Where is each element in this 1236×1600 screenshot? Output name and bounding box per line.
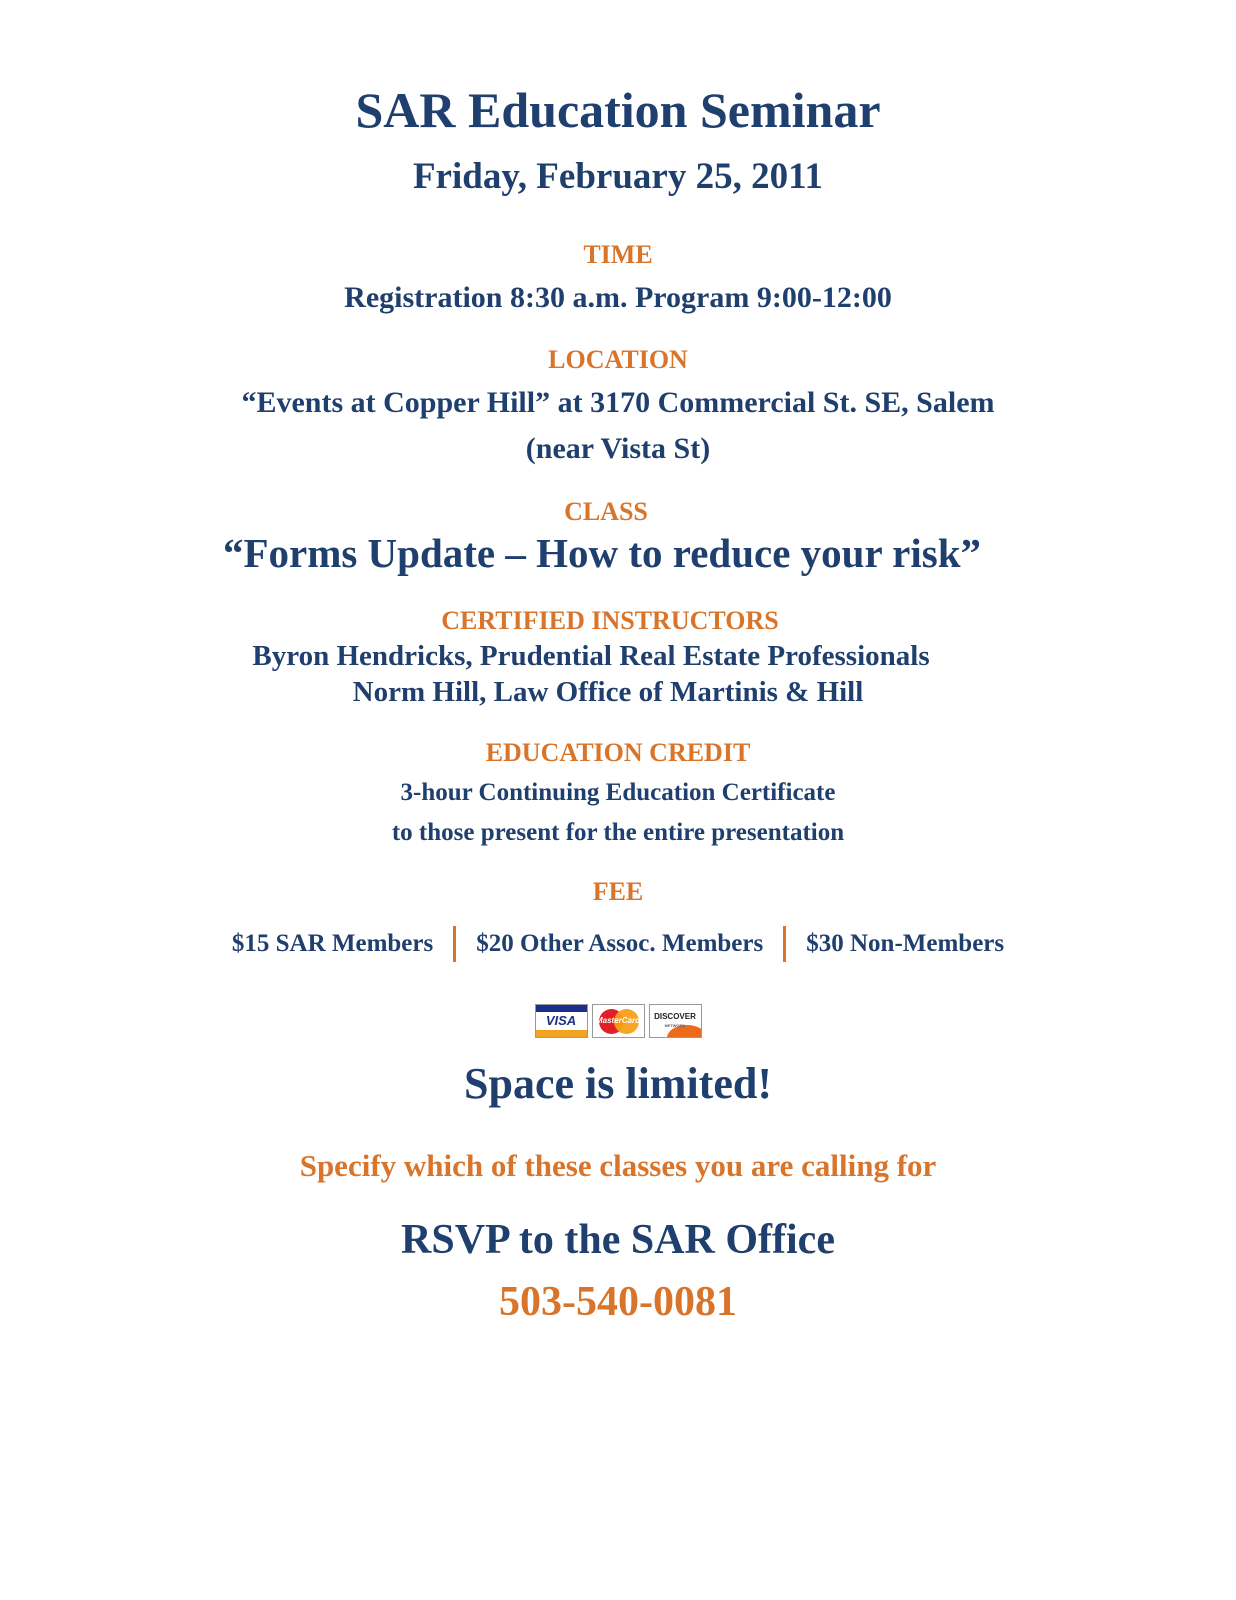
credit-line-2: to those present for the entire presentation [391,819,845,846]
seminar-title: SAR Education Seminar [355,82,881,138]
instructor-1: Byron Hendricks, Prudential Real Estate Professionals [252,640,930,672]
instructor-2: Norm Hill, Law Office of Martinis & Hill [352,676,864,708]
fee-list [0,926,1236,962]
location-label: LOCATION [548,345,688,374]
fee-label: FEE [592,877,644,906]
fee-separator [783,926,786,962]
location-note: (near Vista St) [525,432,711,465]
fee-sar-members: $15 SAR Members [231,930,434,957]
mastercard-icon: MasterCard [592,1004,645,1038]
visa-card-icon: VISA [535,1004,588,1038]
class-label: CLASS [564,497,648,526]
fee-other-assoc: $20 Other Assoc. Members [476,930,764,957]
class-title: “Forms Update – How to reduce your risk” [222,530,982,576]
instructors-label: CERTIFIED INSTRUCTORS [441,606,779,635]
specify-class-note: Specify which of these classes you are calling for [299,1148,937,1183]
fee-separator [453,926,456,962]
rsvp-phone: 503-540-0081 [499,1279,737,1325]
credit-line-1: 3-hour Continuing Education Certificate [400,779,836,806]
discover-card-icon: DISCOVER NETWORK [649,1004,702,1038]
space-limited-notice: Space is limited! [464,1059,772,1108]
time-text: Registration 8:30 a.m. Program 9:00-12:00 [344,281,892,314]
credit-label: EDUCATION CREDIT [485,738,751,767]
fee-non-members: $30 Non-Members [806,930,1005,957]
seminar-date: Friday, February 25, 2011 [412,156,824,197]
payment-cards [0,1004,1236,1038]
rsvp-text: RSVP to the SAR Office [401,1217,835,1263]
time-label: TIME [583,240,653,269]
location-address: “Events at Copper Hill” at 3170 Commercial St. SE, Salem [241,386,995,419]
